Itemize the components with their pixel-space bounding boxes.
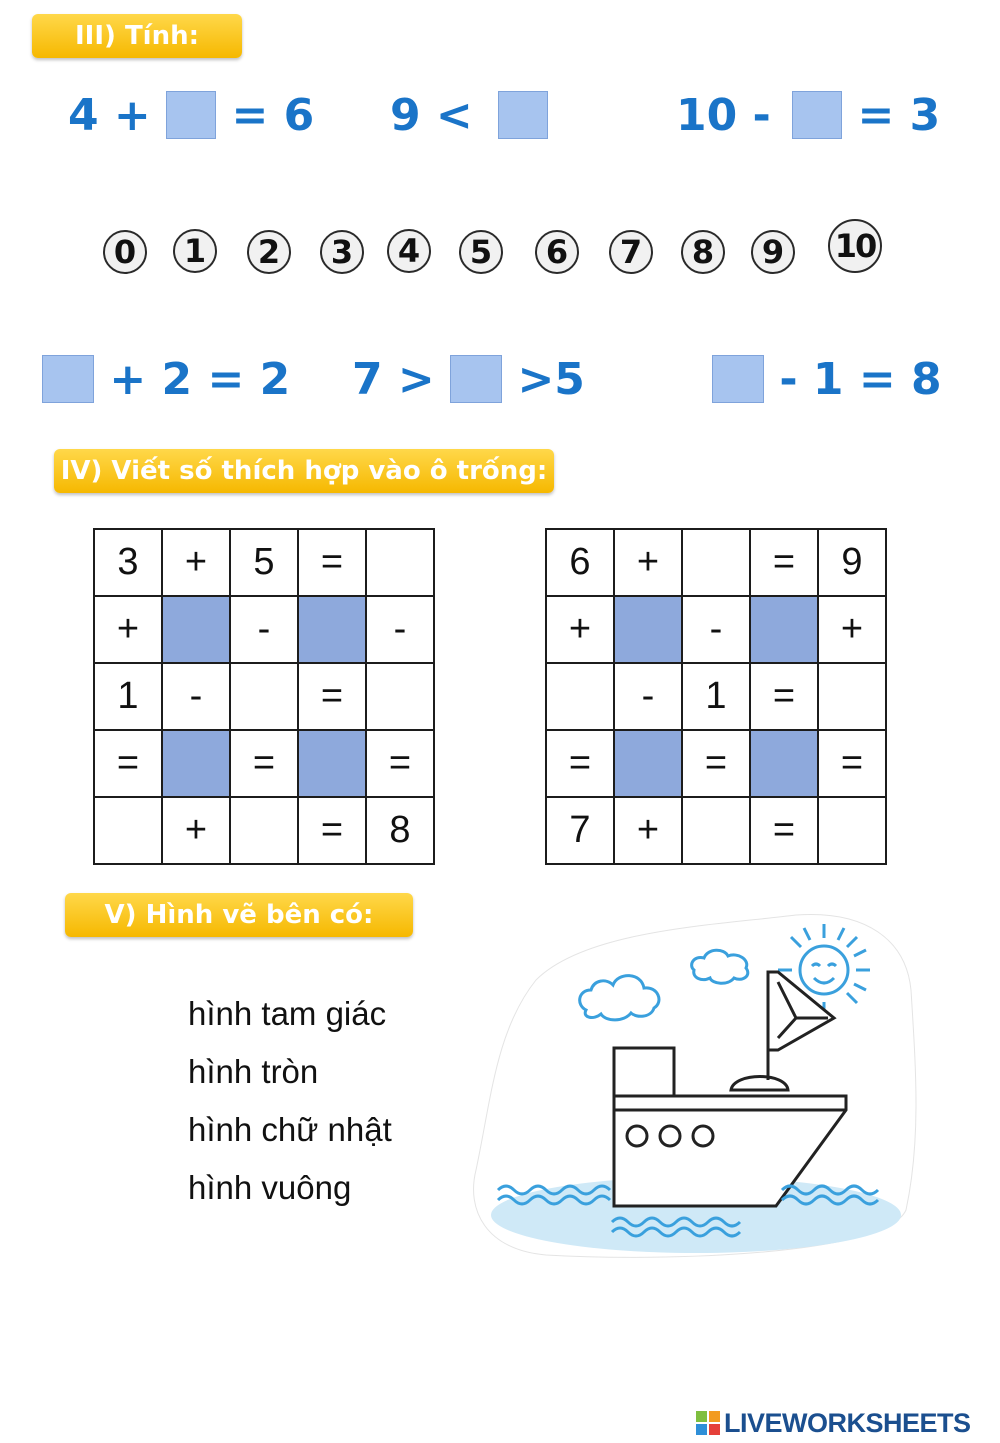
equation-5	[352, 354, 585, 404]
number-grid1-cell: 8	[366, 797, 434, 864]
number-grid1-row	[94, 730, 434, 797]
number-grid2-shaded-cell	[750, 596, 818, 663]
number-token-10[interactable]	[828, 219, 882, 273]
number-grid2-answer-cell[interactable]	[818, 663, 886, 730]
number-grid2-cell: =	[682, 730, 750, 797]
number-grid1-cell: =	[298, 797, 366, 864]
section-4-title	[54, 449, 554, 493]
number-grid2-answer-cell[interactable]	[546, 663, 614, 730]
number-grid2-cell: =	[546, 730, 614, 797]
section-4-title-text: IV) Viết số thích hợp vào ô trống:	[60, 456, 548, 486]
number-grid1-cell: +	[94, 596, 162, 663]
number-grid1-shaded-cell	[298, 730, 366, 797]
answer-box-4[interactable]	[42, 355, 94, 403]
number-token-2[interactable]	[247, 230, 291, 274]
equation-3-right: = 3	[842, 89, 941, 141]
section-5-title	[65, 893, 413, 937]
number-grid1-answer-cell[interactable]	[230, 663, 298, 730]
number-grid1-cell: +	[162, 529, 230, 596]
number-grid2-row	[546, 529, 886, 596]
number-grid2-cell: +	[614, 797, 682, 864]
number-grid1-cell: 5	[230, 529, 298, 596]
equation-3	[676, 90, 940, 140]
number-token-1[interactable]	[173, 229, 217, 273]
number-grid1-answer-cell[interactable]	[94, 797, 162, 864]
answer-box-2[interactable]	[498, 91, 548, 139]
number-grid2-shaded-cell	[614, 596, 682, 663]
number-grid2-cell: =	[818, 730, 886, 797]
number-grid1-row	[94, 596, 434, 663]
number-grid2-cell: =	[750, 663, 818, 730]
number-token-9-label: 9	[761, 233, 785, 271]
number-grid2-row	[546, 797, 886, 864]
number-grid2-cell: 9	[818, 529, 886, 596]
number-grid1-cell: =	[94, 730, 162, 797]
equation-6-right: - 1 = 8	[764, 353, 942, 405]
number-grid2-cell: =	[750, 529, 818, 596]
section-3-title	[32, 14, 242, 58]
liveworksheets-logo	[696, 1405, 971, 1441]
number-token-0[interactable]	[103, 230, 147, 274]
shape-item-square: hình vuông	[188, 1169, 352, 1206]
answer-box-5[interactable]	[450, 355, 502, 403]
liveworksheets-logo-icon	[696, 1411, 720, 1435]
number-grid2-answer-cell[interactable]	[818, 797, 886, 864]
number-token-3[interactable]	[320, 230, 364, 274]
shape-item-rectangle: hình chữ nhật	[188, 1111, 392, 1148]
equation-4-right: + 2 = 2	[94, 353, 291, 405]
equation-6	[712, 354, 942, 404]
number-grid1-cell: 1	[94, 663, 162, 730]
equation-5-right: >5	[502, 353, 585, 405]
number-grid1-row	[94, 529, 434, 596]
number-token-6-label: 6	[545, 233, 569, 271]
number-grid2-cell: +	[614, 529, 682, 596]
number-grid2-cell: -	[682, 596, 750, 663]
number-token-2-label: 2	[257, 233, 281, 271]
number-grid2-cell: +	[546, 596, 614, 663]
liveworksheets-logo-text: LIVEWORKSHEETS	[724, 1407, 971, 1438]
equation-4	[42, 354, 290, 404]
number-grid1-cell: =	[298, 663, 366, 730]
shape-item-circle: hình tròn	[188, 1053, 319, 1090]
number-token-8[interactable]	[681, 230, 725, 274]
number-grid1-answer-cell[interactable]	[366, 529, 434, 596]
number-grid1-cell: -	[162, 663, 230, 730]
answer-box-3[interactable]	[792, 91, 842, 139]
equation-1-right: = 6	[216, 89, 315, 141]
number-grid2-shaded-cell	[750, 730, 818, 797]
ship-picture	[466, 910, 921, 1265]
number-token-7[interactable]	[609, 230, 653, 274]
number-grid1-shaded-cell	[298, 596, 366, 663]
equation-2	[390, 90, 548, 140]
number-grid1-cell: +	[162, 797, 230, 864]
number-grid2-answer-cell[interactable]	[682, 529, 750, 596]
number-grid2-answer-cell[interactable]	[682, 797, 750, 864]
number-grid1-cell: =	[298, 529, 366, 596]
shape-item-triangle: hình tam giác	[188, 995, 387, 1032]
number-grid1-shaded-cell	[162, 596, 230, 663]
number-token-5-label: 5	[469, 233, 493, 271]
number-token-1-label: 1	[183, 232, 207, 270]
number-grid2-cell: +	[818, 596, 886, 663]
number-grid1-row	[94, 663, 434, 730]
number-grid-1	[93, 528, 435, 865]
number-token-3-label: 3	[330, 233, 354, 271]
number-grid2-row	[546, 596, 886, 663]
number-grid-2	[545, 528, 887, 865]
section-5-title-text: V) Hình vẽ bên có:	[104, 900, 374, 930]
shape-list	[188, 985, 392, 1217]
number-grid1-cell: -	[366, 596, 434, 663]
number-token-8-label: 8	[691, 233, 715, 271]
number-token-9[interactable]	[751, 230, 795, 274]
number-grid2-cell: 6	[546, 529, 614, 596]
number-grid1-row	[94, 797, 434, 864]
equation-3-left: 10 -	[676, 89, 787, 141]
section-3-title-text: III) Tính:	[74, 21, 200, 51]
number-grid1-cell: =	[366, 730, 434, 797]
number-grid2-cell: -	[614, 663, 682, 730]
number-token-10-label: 10	[834, 227, 876, 265]
number-grid1-answer-cell[interactable]	[366, 663, 434, 730]
number-grid1-cell: 3	[94, 529, 162, 596]
equation-1-left: 4 +	[68, 89, 167, 141]
number-grid2-row	[546, 663, 886, 730]
answer-box-1[interactable]	[166, 91, 216, 139]
number-token-4-label: 4	[397, 232, 421, 270]
equation-5-left: 7 >	[352, 353, 451, 405]
number-token-4[interactable]	[387, 229, 431, 273]
number-grid1-cell: -	[230, 596, 298, 663]
number-token-0-label: 0	[113, 233, 137, 271]
number-token-5[interactable]	[459, 230, 503, 274]
number-token-7-label: 7	[619, 233, 643, 271]
number-bank	[95, 222, 895, 282]
number-grid2-cell: 7	[546, 797, 614, 864]
equation-2-left: 9 <	[390, 89, 489, 141]
answer-box-6[interactable]	[712, 355, 764, 403]
number-grid2-row	[546, 730, 886, 797]
equation-1	[68, 90, 314, 140]
number-grid2-cell: 1	[682, 663, 750, 730]
number-grid2-cell: =	[750, 797, 818, 864]
number-grid1-answer-cell[interactable]	[230, 797, 298, 864]
number-grid2-shaded-cell	[614, 730, 682, 797]
number-token-6[interactable]	[535, 230, 579, 274]
number-grid1-cell: =	[230, 730, 298, 797]
number-grid1-shaded-cell	[162, 730, 230, 797]
